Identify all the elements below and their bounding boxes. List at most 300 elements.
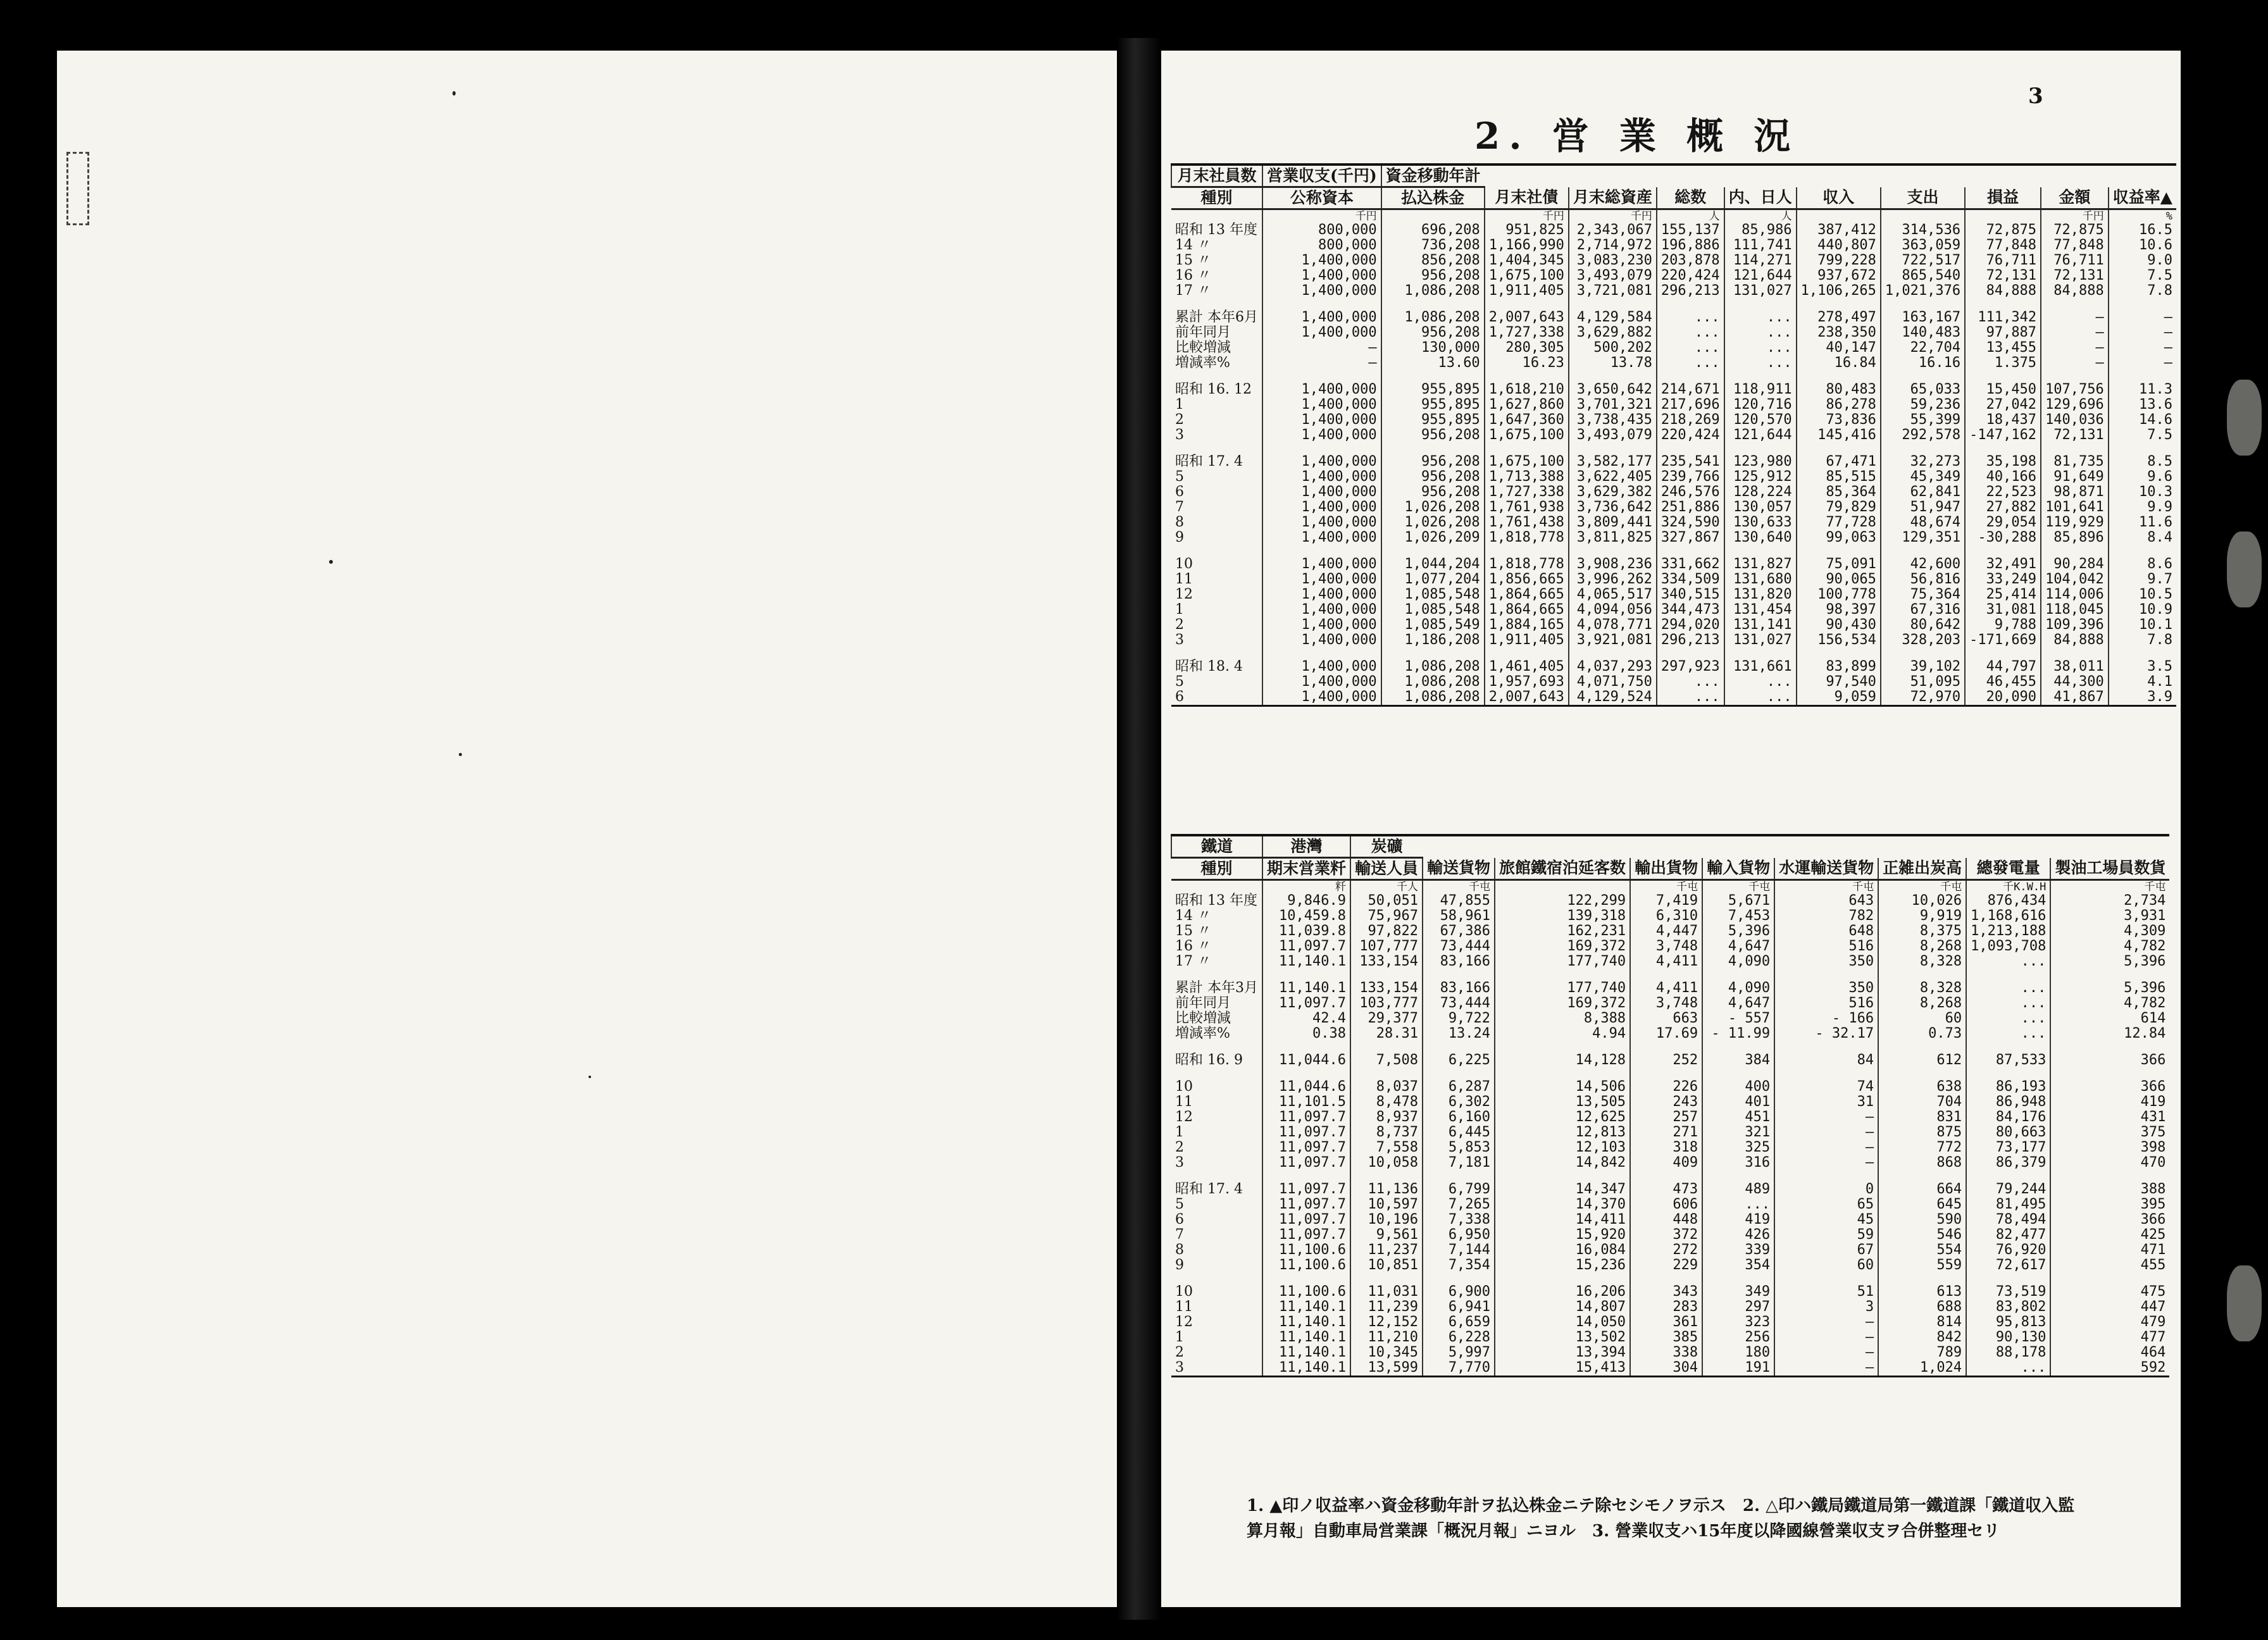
unit-cell: 千屯 <box>1878 880 1966 894</box>
table-cell <box>1569 545 1657 557</box>
table-cell: 1,400,000 <box>1262 618 1381 633</box>
table-cell: 3,738,435 <box>1569 413 1657 428</box>
table-cell: 118,045 <box>2041 602 2109 618</box>
table-cell <box>1881 299 1965 310</box>
table-cell <box>1702 1171 1774 1182</box>
table-cell: 294,020 <box>1657 618 1724 633</box>
table-cell: 613 <box>1878 1284 1966 1300</box>
table-cell: 6,160 <box>1423 1110 1495 1125</box>
table-cell <box>1657 648 1724 659</box>
table-cell: 1,086,208 <box>1381 690 1485 706</box>
table-cell: 51,095 <box>1881 674 1965 690</box>
table-cell: 3,921,081 <box>1569 633 1657 648</box>
table-cell: 13.60 <box>1381 356 1485 371</box>
row-label: 3 <box>1175 1360 1184 1376</box>
table-cell <box>1878 1273 1966 1284</box>
table-cell: 1,727,338 <box>1485 485 1569 500</box>
table-cell: 645 <box>1878 1197 1966 1212</box>
table-cell: 15,236 <box>1495 1258 1630 1273</box>
table-cell: 84 <box>1774 1053 1878 1068</box>
table-cell: 67,471 <box>1797 454 1881 469</box>
table-cell: 10.6 <box>2109 238 2176 253</box>
column-header: 輸入貨物 <box>1702 858 1774 880</box>
table-cell: 131,027 <box>1724 283 1797 299</box>
table-cell: — <box>2109 356 2176 371</box>
table-cell <box>1966 1068 2050 1079</box>
table-cell: 13,599 <box>1350 1360 1423 1377</box>
table-cell <box>1630 1273 1702 1284</box>
table-cell: 1,675,100 <box>1485 268 1569 283</box>
table-cell: 11,097.7 <box>1262 1110 1350 1125</box>
table-cell: 955,895 <box>1381 382 1485 397</box>
table-cell: 4.1 <box>2109 674 2176 690</box>
table-cell: 409 <box>1630 1155 1702 1171</box>
table-cell: 72,875 <box>1965 223 2041 238</box>
table-cell: 118,911 <box>1724 382 1797 397</box>
table-row <box>1171 1053 2169 1068</box>
table-row <box>1171 924 2169 939</box>
table-cell: 81,735 <box>2041 454 2109 469</box>
table-cell: 1,404,345 <box>1485 253 1569 268</box>
table-cell: 25,414 <box>1965 587 2041 602</box>
table-cell: 14,128 <box>1495 1053 1630 1068</box>
column-header: 總發電量 <box>1966 858 2050 880</box>
table-cell: ... <box>1657 674 1724 690</box>
table-cell <box>1350 1041 1423 1053</box>
table-cell: 799,228 <box>1797 253 1881 268</box>
table-cell: 56,816 <box>1881 572 1965 587</box>
page-title: 2. 営 業 概 況 <box>1474 115 1800 158</box>
table-cell: 86,193 <box>1966 1079 2050 1095</box>
table-cell: 354 <box>1702 1258 1774 1273</box>
table-row <box>1171 283 2176 299</box>
unit-cell <box>1381 209 1485 223</box>
table-cell: 7,338 <box>1423 1212 1495 1227</box>
table-cell: 11.6 <box>2109 515 2176 530</box>
row-label: 昭和 17. 4 <box>1175 1181 1243 1197</box>
table-cell <box>1350 1171 1423 1182</box>
table-cell: 218,269 <box>1657 413 1724 428</box>
table-cell: 163,167 <box>1881 310 1965 325</box>
table-cell <box>1381 648 1485 659</box>
table-cell: 87,533 <box>1966 1053 2050 1068</box>
table-cell: 6,310 <box>1630 909 1702 924</box>
table-cell: ... <box>1966 954 2050 969</box>
table-cell: 1,213,188 <box>1966 924 2050 939</box>
table-cell: 239,766 <box>1657 469 1724 485</box>
table-cell: 11,140.1 <box>1262 981 1350 996</box>
table-cell: 9,561 <box>1350 1227 1423 1243</box>
table-cell: 648 <box>1774 924 1878 939</box>
table-cell: — <box>1774 1345 1878 1360</box>
table-cell: 814 <box>1878 1315 1966 1330</box>
page-number: 3 <box>2028 84 2043 109</box>
table-cell: - 557 <box>1702 1011 1774 1026</box>
table-cell: 131,454 <box>1724 602 1797 618</box>
column-header: 輸送人員 <box>1350 858 1423 880</box>
table-cell <box>1630 969 1702 981</box>
row-label <box>1171 545 1262 557</box>
table-cell <box>1381 299 1485 310</box>
table-cell: 327,867 <box>1657 530 1724 545</box>
table-cell: ... <box>1702 1197 1774 1212</box>
unit-cell <box>1171 209 1262 223</box>
table-cell: 4,037,293 <box>1569 659 1657 674</box>
table-cell: 448 <box>1630 1212 1702 1227</box>
table-cell <box>1724 545 1797 557</box>
table-cell: 133,154 <box>1350 954 1423 969</box>
table-cell: 42,600 <box>1881 557 1965 572</box>
table-cell: 169,372 <box>1495 996 1630 1011</box>
table-cell: 85,986 <box>1724 223 1797 238</box>
table-cell: 131,680 <box>1724 572 1797 587</box>
unit-cell: 千屯 <box>1774 880 1878 894</box>
table-cell: — <box>2041 310 2109 325</box>
table-cell: 1,884,165 <box>1485 618 1569 633</box>
table-row <box>1171 1243 2169 1258</box>
table-cell: 1,675,100 <box>1485 454 1569 469</box>
table-cell: 107,777 <box>1350 939 1423 954</box>
row-label: 昭和 16. 9 <box>1175 1052 1243 1068</box>
table-cell: 40,166 <box>1965 469 2041 485</box>
row-label: 16 〃 <box>1175 268 1211 283</box>
table-cell <box>1262 371 1381 382</box>
table-cell: - 11.99 <box>1702 1026 1774 1041</box>
table-cell: 722,517 <box>1881 253 1965 268</box>
row-label: 5 <box>1175 1196 1184 1212</box>
table-cell <box>2050 1273 2169 1284</box>
table-cell: 612 <box>1878 1053 1966 1068</box>
table-row <box>1171 1284 2169 1300</box>
table-cell: 7,354 <box>1423 1258 1495 1273</box>
column-header: 損益 <box>1965 187 2041 209</box>
table-cell: — <box>2109 310 2176 325</box>
table-cell: 75,091 <box>1797 557 1881 572</box>
table-cell: — <box>1774 1330 1878 1345</box>
table-cell <box>1966 1171 2050 1182</box>
table-cell: 73,836 <box>1797 413 1881 428</box>
table-cell: 297,923 <box>1657 659 1724 674</box>
group-header: 港灣 <box>1262 835 1350 858</box>
table-cell <box>1495 1273 1630 1284</box>
table-cell <box>1630 1041 1702 1053</box>
table-cell <box>1702 1068 1774 1079</box>
table-cell: 90,430 <box>1797 618 1881 633</box>
table-cell: 11,140.1 <box>1262 1360 1350 1377</box>
row-label: 累計 本年6月 <box>1175 309 1258 325</box>
row-label <box>1171 299 1262 310</box>
table-cell: 5,997 <box>1423 1345 1495 1360</box>
table-cell: 82,477 <box>1966 1227 2050 1243</box>
table-cell: 11,239 <box>1350 1300 1423 1315</box>
table-cell: 9,788 <box>1965 618 2041 633</box>
page-bleed-tab <box>2227 1265 2262 1341</box>
table-cell: 704 <box>1878 1095 1966 1110</box>
table-cell: 191 <box>1702 1360 1774 1377</box>
table-cell <box>1262 443 1381 454</box>
table-cell: 2,343,067 <box>1569 223 1657 238</box>
table-row <box>1171 469 2176 485</box>
unit-cell: 千K.W.H <box>1966 880 2050 894</box>
table-cell: 318 <box>1630 1140 1702 1155</box>
table-cell: 86,278 <box>1797 397 1881 413</box>
table-cell: 7.8 <box>2109 633 2176 648</box>
table-row <box>1171 1197 2169 1212</box>
table-row <box>1171 602 2176 618</box>
table-cell: 85,515 <box>1797 469 1881 485</box>
table-cell <box>1774 1041 1878 1053</box>
table-cell <box>1878 1041 1966 1053</box>
row-label: 3 <box>1175 1155 1184 1171</box>
table-cell: 133,154 <box>1350 981 1423 996</box>
book-gutter <box>1117 38 1161 1620</box>
table-cell: 11,044.6 <box>1262 1053 1350 1068</box>
table-cell <box>1423 1041 1495 1053</box>
table-cell: 72,131 <box>2041 428 2109 443</box>
table-cell <box>1774 1171 1878 1182</box>
table-cell: 1,856,665 <box>1485 572 1569 587</box>
table-cell: 51,947 <box>1881 500 1965 515</box>
table-cell: 98,871 <box>2041 485 2109 500</box>
table-cell: 664 <box>1878 1182 1966 1197</box>
table-cell: 296,213 <box>1657 283 1724 299</box>
table-cell: 324,590 <box>1657 515 1724 530</box>
table-cell: 139,318 <box>1495 909 1630 924</box>
row-label: 7 <box>1175 499 1184 515</box>
table-cell: 1,026,208 <box>1381 515 1485 530</box>
table-cell: 7,770 <box>1423 1360 1495 1377</box>
table-cell: 91,649 <box>2041 469 2109 485</box>
table-cell: 130,640 <box>1724 530 1797 545</box>
row-label: 1 <box>1175 1124 1184 1140</box>
table-cell: 7.5 <box>2109 268 2176 283</box>
table-row <box>1171 659 2176 674</box>
table-cell: 321 <box>1702 1125 1774 1140</box>
table-cell: 85,896 <box>2041 530 2109 545</box>
table-cell <box>1381 443 1485 454</box>
table-row <box>1171 618 2176 633</box>
table-cell: ... <box>1657 310 1724 325</box>
table-cell: 1,400,000 <box>1262 310 1381 325</box>
table-row <box>1171 1182 2169 1197</box>
table-cell: 1,085,549 <box>1381 618 1485 633</box>
table-cell: 131,820 <box>1724 587 1797 602</box>
table-cell: 226 <box>1630 1079 1702 1095</box>
table-cell: 12,813 <box>1495 1125 1630 1140</box>
table-cell: 77,848 <box>1965 238 2041 253</box>
table-cell: 11,039.8 <box>1262 924 1350 939</box>
table-cell: 842 <box>1878 1330 1966 1345</box>
table-cell: 78,494 <box>1966 1212 2050 1227</box>
table-cell: 114,006 <box>2041 587 2109 602</box>
table-cell: 229 <box>1630 1258 1702 1273</box>
table-cell: 14,842 <box>1495 1155 1630 1171</box>
table-cell: 220,424 <box>1657 268 1724 283</box>
table-cell: 292,578 <box>1881 428 1965 443</box>
table-cell: 29,377 <box>1350 1011 1423 1026</box>
row-label <box>1171 969 1262 981</box>
table-cell: 464 <box>2050 1345 2169 1360</box>
table-cell: 643 <box>1774 893 1878 909</box>
table-cell <box>1724 371 1797 382</box>
table-cell: 1,400,000 <box>1262 397 1381 413</box>
table-cell: 155,137 <box>1657 223 1724 238</box>
table-cell: 14,807 <box>1495 1300 1630 1315</box>
table-cell <box>1657 545 1724 557</box>
spacer-row <box>1171 545 2176 557</box>
table-row <box>1171 1011 2169 1026</box>
row-label: 10 <box>1175 1284 1193 1300</box>
table-cell: — <box>1774 1315 1878 1330</box>
table-cell: 1,400,000 <box>1262 325 1381 340</box>
table-cell: 10,058 <box>1350 1155 1423 1171</box>
table-cell: ... <box>1966 1360 2050 1377</box>
table-cell: 76,920 <box>1966 1243 2050 1258</box>
table-cell: 875 <box>1878 1125 1966 1140</box>
table-cell: 11,097.7 <box>1262 1227 1350 1243</box>
table-cell <box>1485 299 1569 310</box>
table-cell: 1,957,693 <box>1485 674 1569 690</box>
table-cell: 8,268 <box>1878 939 1966 954</box>
row-label: 増減率% <box>1175 1026 1230 1041</box>
table-cell: 1,093,708 <box>1966 939 2050 954</box>
row-label: 2 <box>1175 412 1184 428</box>
table-cell: 546 <box>1878 1227 1966 1243</box>
table-cell: 2,714,972 <box>1569 238 1657 253</box>
table-cell: 3,931 <box>2050 909 2169 924</box>
table-cell: 387,412 <box>1797 223 1881 238</box>
table-cell: 129,696 <box>2041 397 2109 413</box>
table-cell: 9.6 <box>2109 469 2176 485</box>
table-cell: 325 <box>1702 1140 1774 1155</box>
table-cell: 13.6 <box>2109 397 2176 413</box>
table-cell: 27,042 <box>1965 397 2041 413</box>
table-cell: 5,853 <box>1423 1140 1495 1155</box>
table-cell: 477 <box>2050 1330 2169 1345</box>
row-label: 1 <box>1175 602 1184 618</box>
table-row <box>1171 1360 2169 1377</box>
row-label: 14 〃 <box>1175 237 1211 253</box>
table-cell: 3,748 <box>1630 939 1702 954</box>
table-cell: 44,300 <box>2041 674 2109 690</box>
table-row <box>1171 530 2176 545</box>
table-cell: 13,455 <box>1965 340 2041 356</box>
table-cell: 121,644 <box>1724 428 1797 443</box>
table-row <box>1171 690 2176 706</box>
table-cell: 3,493,079 <box>1569 268 1657 283</box>
table-cell: 388 <box>2050 1182 2169 1197</box>
table-row <box>1171 382 2176 397</box>
table-cell: 4,094,056 <box>1569 602 1657 618</box>
row-label <box>1171 1273 1262 1284</box>
table-cell: 84,888 <box>2041 283 2109 299</box>
table-cell: 5,396 <box>2050 954 2169 969</box>
table-cell: 0.73 <box>1878 1026 1966 1041</box>
table-cell: 16,206 <box>1495 1284 1630 1300</box>
table-cell: 592 <box>2050 1360 2169 1377</box>
table-cell: 6,941 <box>1423 1300 1495 1315</box>
unit-cell: 千円 <box>1262 209 1381 223</box>
table-cell: 44,797 <box>1965 659 2041 674</box>
table-cell: 140,036 <box>2041 413 2109 428</box>
unit-cell: 粁 <box>1262 880 1350 894</box>
table-cell: ... <box>1724 690 1797 706</box>
table-cell: 1,647,360 <box>1485 413 1569 428</box>
table-cell: 11,097.7 <box>1262 1212 1350 1227</box>
table-cell: 100,778 <box>1797 587 1881 602</box>
table-cell: 14,050 <box>1495 1315 1630 1330</box>
table-cell: 196,886 <box>1657 238 1724 253</box>
table-cell: 297 <box>1702 1300 1774 1315</box>
table-cell: 62,841 <box>1881 485 1965 500</box>
table-cell: 17.69 <box>1630 1026 1702 1041</box>
table-row <box>1171 893 2169 909</box>
table-cell: 9,722 <box>1423 1011 1495 1026</box>
table-cell: 65 <box>1774 1197 1878 1212</box>
table-cell: 3,629,882 <box>1569 325 1657 340</box>
column-header: 製油工場員数貨 <box>2050 858 2169 880</box>
table-cell: 4,647 <box>1702 996 1774 1011</box>
table-cell: 35,198 <box>1965 454 2041 469</box>
spacer-row <box>1171 1068 2169 1079</box>
table-cell: 1,400,000 <box>1262 428 1381 443</box>
table-cell: 554 <box>1878 1243 1966 1258</box>
table-cell <box>1262 1273 1350 1284</box>
table-row <box>1171 1125 2169 1140</box>
table-cell: 1,400,000 <box>1262 413 1381 428</box>
table-cell: 800,000 <box>1262 238 1381 253</box>
unit-cell <box>1495 880 1630 894</box>
table-cell: 252 <box>1630 1053 1702 1068</box>
table-cell <box>1724 648 1797 659</box>
table-cell <box>1965 648 2041 659</box>
table-row <box>1171 253 2176 268</box>
table-cell: 1,044,204 <box>1381 557 1485 572</box>
table-cell: 79,244 <box>1966 1182 2050 1197</box>
table-cell: 4,090 <box>1702 954 1774 969</box>
table-cell: 15,450 <box>1965 382 2041 397</box>
table-cell: 13.24 <box>1423 1026 1495 1041</box>
table-row <box>1171 268 2176 283</box>
table-cell: 22,704 <box>1881 340 1965 356</box>
table-cell: 11,097.7 <box>1262 996 1350 1011</box>
table-cell: 180 <box>1702 1345 1774 1360</box>
table-row <box>1171 310 2176 325</box>
table-cell: 13.78 <box>1569 356 1657 371</box>
row-label: 10 <box>1175 1079 1193 1095</box>
table-cell: 375 <box>2050 1125 2169 1140</box>
table-cell: 73,444 <box>1423 939 1495 954</box>
table-cell: 471 <box>2050 1243 2169 1258</box>
table-cell: 614 <box>2050 1011 2169 1026</box>
table-cell: 3.9 <box>2109 690 2176 706</box>
table-cell: 3 <box>1774 1300 1878 1315</box>
table-cell <box>1965 545 2041 557</box>
column-header: 月末社債 <box>1485 187 1569 209</box>
table-row <box>1171 1140 2169 1155</box>
table-cell: 419 <box>2050 1095 2169 1110</box>
table-row <box>1171 1026 2169 1041</box>
table-cell: 39,102 <box>1881 659 1965 674</box>
row-label: 12 <box>1175 1314 1193 1330</box>
table-row <box>1171 981 2169 996</box>
table-cell <box>1423 1068 1495 1079</box>
table-cell: 956,208 <box>1381 325 1485 340</box>
table-cell: 344,473 <box>1657 602 1724 618</box>
table-cell: 72,875 <box>2041 223 2109 238</box>
table-cell: 1,085,548 <box>1381 587 1485 602</box>
table-cell: 9,059 <box>1797 690 1881 706</box>
